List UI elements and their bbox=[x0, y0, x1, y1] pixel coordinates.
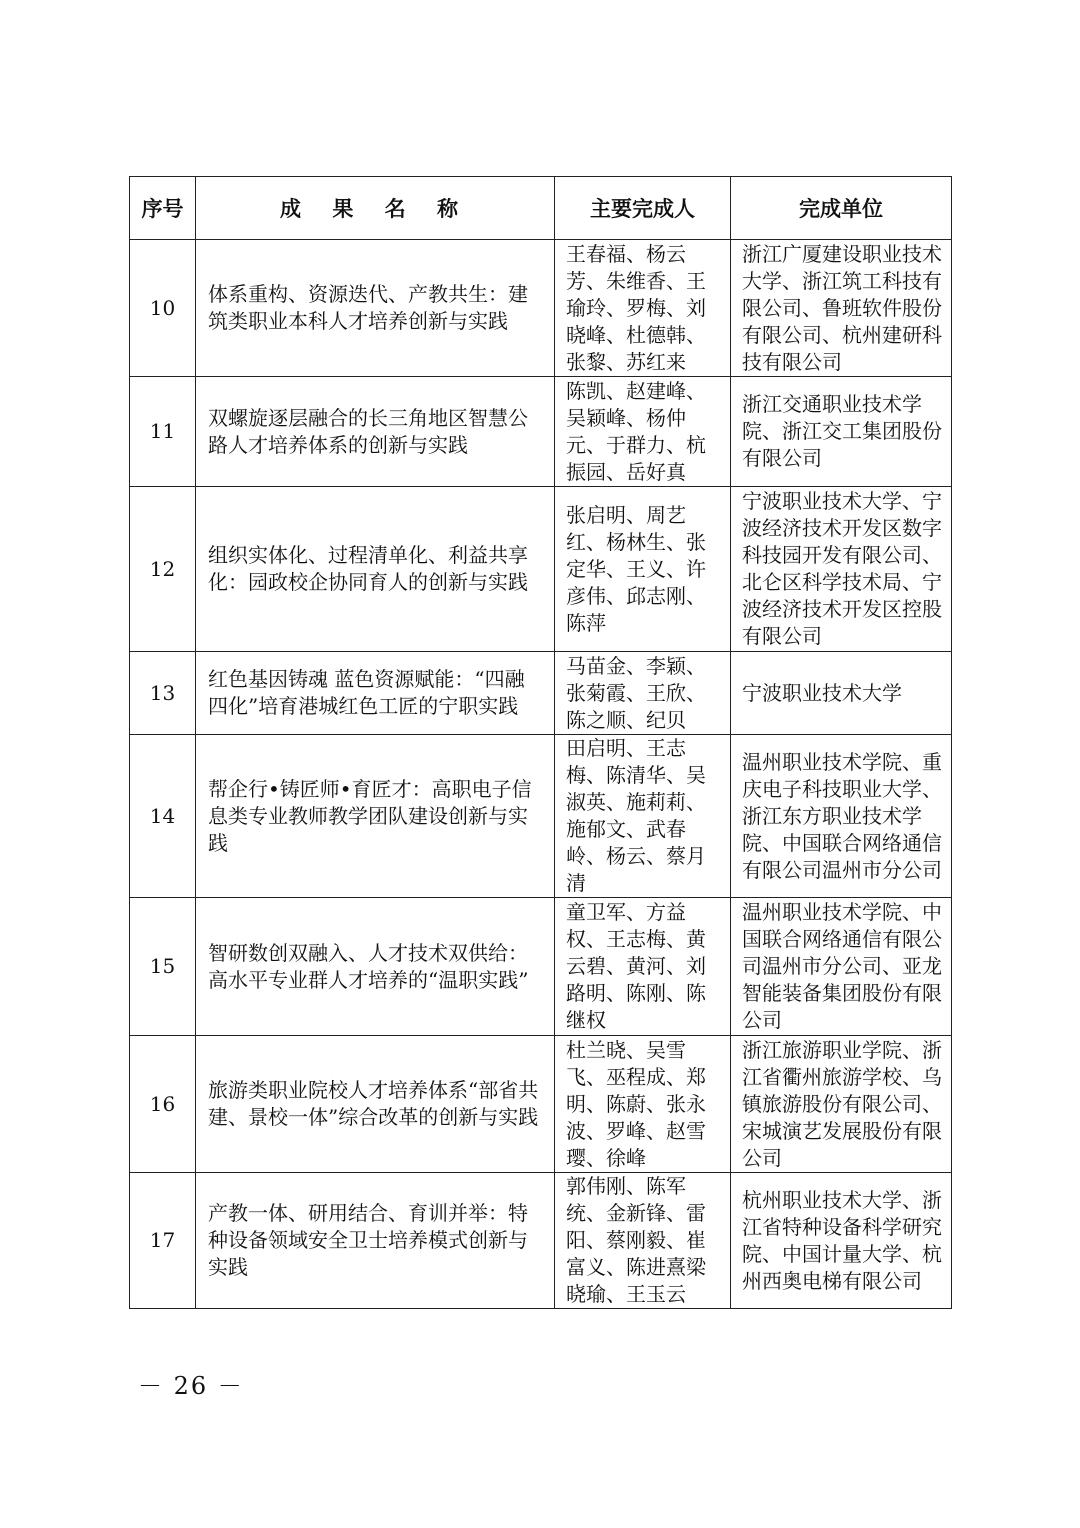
row-number: 10 bbox=[130, 240, 196, 377]
row-title: 产教一体、研用结合、育训并举：特种设备领域安全卫士培养模式创新与实践 bbox=[196, 1173, 555, 1309]
row-number: 12 bbox=[130, 487, 196, 652]
header-people: 主要完成人 bbox=[555, 177, 731, 240]
header-title: 成 果 名 称 bbox=[196, 177, 555, 240]
row-people: 陈凯、赵建峰、吴颖峰、杨仲元、于群力、杭振园、岳好真 bbox=[555, 377, 731, 487]
table-row bbox=[130, 240, 952, 377]
row-people: 杜兰晓、吴雪飞、巫程成、郑明、陈蔚、张永波、罗峰、赵雪璎、徐峰 bbox=[555, 1036, 731, 1173]
row-number: 16 bbox=[130, 1036, 196, 1173]
row-title: 旅游类职业院校人才培养体系“部省共建、景校一体”综合改革的创新与实践 bbox=[196, 1036, 555, 1173]
row-unit: 宁波职业技术大学 bbox=[731, 652, 952, 735]
row-title: 双螺旋逐层融合的长三角地区智慧公路人才培养体系的创新与实践 bbox=[196, 377, 555, 487]
row-unit: 宁波职业技术大学、宁波经济技术开发区数字科技园开发有限公司、北仑区科学技术局、宁波经济技术开发区控股有限公司 bbox=[731, 487, 952, 652]
row-number: 15 bbox=[130, 898, 196, 1036]
row-people: 童卫军、方益权、王志梅、黄云碧、黄河、刘路明、陈刚、陈继权 bbox=[555, 898, 731, 1036]
row-people: 马苗金、李颖、张菊霞、王欣、陈之顺、纪贝 bbox=[555, 652, 731, 735]
row-number: 17 bbox=[130, 1173, 196, 1309]
row-number: 13 bbox=[130, 652, 196, 735]
row-title: 红色基因铸魂 蓝色资源赋能：“四融四化”培育港城红色工匠的宁职实践 bbox=[196, 652, 555, 735]
table-row bbox=[130, 735, 952, 898]
row-number: 14 bbox=[130, 735, 196, 898]
table-row bbox=[130, 377, 952, 487]
table-row bbox=[130, 898, 952, 1036]
header-number: 序号 bbox=[130, 177, 196, 240]
row-unit: 浙江交通职业技术学院、浙江交工集团股份有限公司 bbox=[731, 377, 952, 487]
table-header-row bbox=[130, 177, 952, 240]
row-unit: 温州职业技术学院、中国联合网络通信有限公司温州市分公司、亚龙智能装备集团股份有限公司 bbox=[731, 898, 952, 1036]
row-people: 王春福、杨云芳、朱维香、王瑜玲、罗梅、刘晓峰、杜德韩、张黎、苏红来 bbox=[555, 240, 731, 377]
table-row bbox=[130, 1173, 952, 1309]
row-people: 田启明、王志梅、陈清华、吴淑英、施莉莉、施郁文、武春岭、杨云、蔡月清 bbox=[555, 735, 731, 898]
achievement-table-container bbox=[129, 176, 951, 1309]
row-title: 组织实体化、过程清单化、利益共享化：园政校企协同育人的创新与实践 bbox=[196, 487, 555, 652]
row-unit: 浙江旅游职业学院、浙江省衢州旅游学校、乌镇旅游股份有限公司、宋城演艺发展股份有限公司 bbox=[731, 1036, 952, 1173]
row-number: 11 bbox=[130, 377, 196, 487]
table-row bbox=[130, 652, 952, 735]
row-unit: 温州职业技术学院、重庆电子科技职业大学、浙江东方职业技术学院、中国联合网络通信有限公司温州市分公司 bbox=[731, 735, 952, 898]
row-title: 体系重构、资源迭代、产教共生：建筑类职业本科人才培养创新与实践 bbox=[196, 240, 555, 377]
row-people: 郭伟刚、陈军统、金新锋、雷阳、蔡刚毅、崔富义、陈进熹梁晓瑜、王玉云 bbox=[555, 1173, 731, 1309]
row-unit: 浙江广厦建设职业技术大学、浙江筑工科技有限公司、鲁班软件股份有限公司、杭州建研科技有限公司 bbox=[731, 240, 952, 377]
row-people: 张启明、周艺红、杨林生、张定华、王义、许彦伟、邱志刚、陈萍 bbox=[555, 487, 731, 652]
row-title: 帮企行•铸匠师•育匠才：高职电子信息类专业教师教学团队建设创新与实践 bbox=[196, 735, 555, 898]
row-unit: 杭州职业技术大学、浙江省特种设备科学研究院、中国计量大学、杭州西奥电梯有限公司 bbox=[731, 1173, 952, 1309]
table-row bbox=[130, 1036, 952, 1173]
table-row bbox=[130, 487, 952, 652]
header-unit: 完成单位 bbox=[731, 177, 952, 240]
achievement-table bbox=[129, 176, 952, 1309]
page-number: － 26 － bbox=[138, 1372, 244, 1400]
row-title: 智研数创双融入、人才技术双供给：高水平专业群人才培养的“温职实践” bbox=[196, 898, 555, 1036]
